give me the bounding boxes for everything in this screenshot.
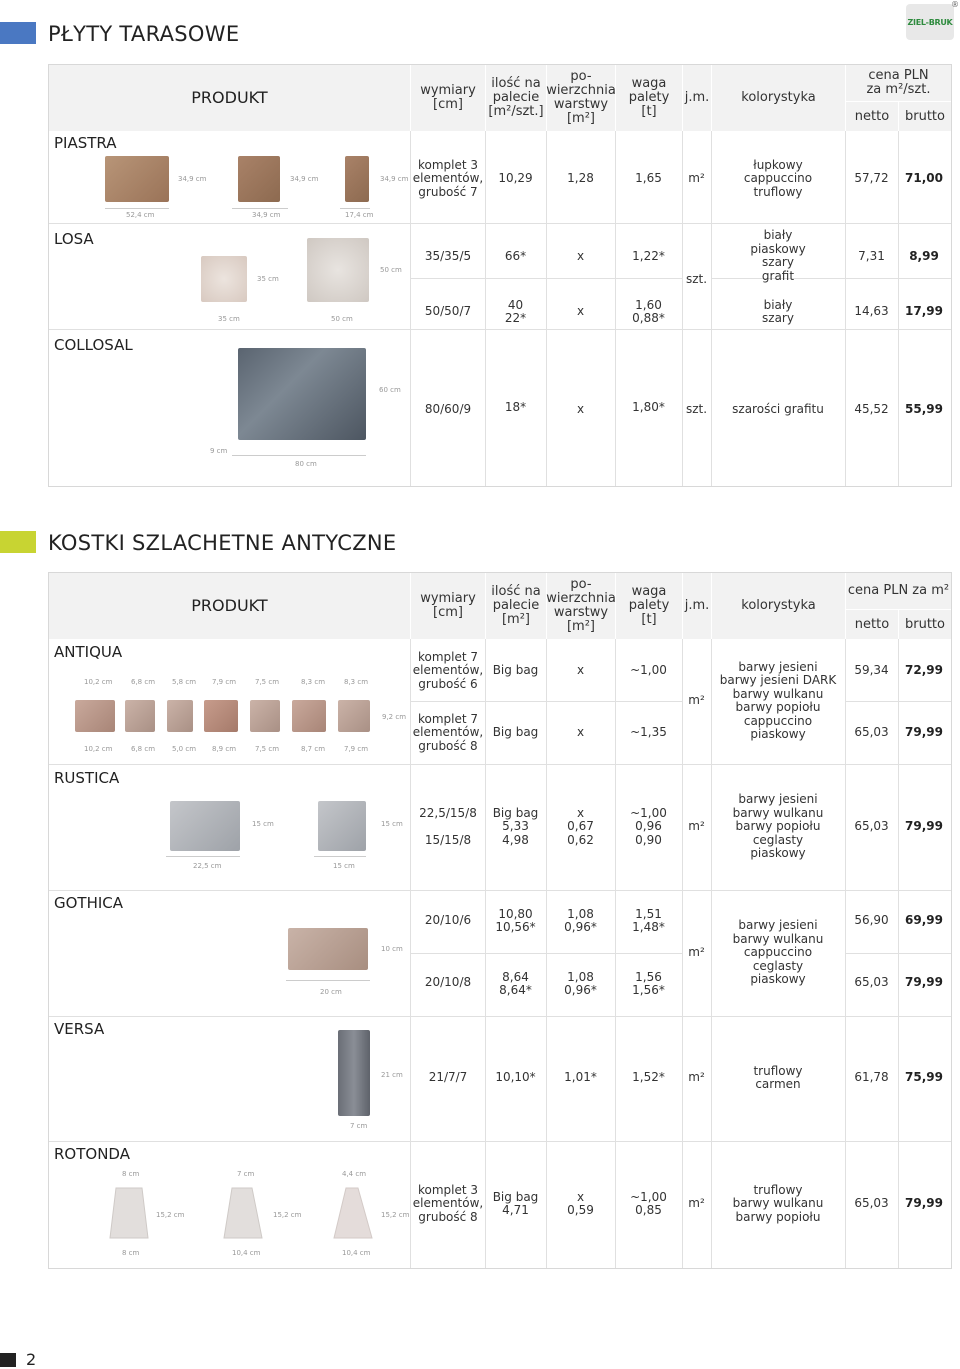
header-produkt: PRODUKT [49,65,410,131]
rustica-kolorystyka: barwy jesieni barwy wulkanu barwy popiołu ceglasty piaskowy [732,792,824,861]
antiqua-brutto: 72,99 [905,663,943,678]
dim-label: 10 cm [381,945,403,953]
losa-waga: 1,22* [632,249,665,264]
antiqua-brutto: 79,99 [905,725,943,740]
row-divider [49,764,951,765]
header-kolorystyka: kolorystyka [712,65,845,131]
header-brutto: brutto [899,102,951,131]
losa-brutto: 8,99 [909,249,939,264]
row-divider [411,278,683,279]
piastra-image [238,156,280,202]
dim-label: 8,7 cm [301,745,326,753]
dim-label: 5,8 cm [172,678,197,686]
rustica-netto: 65,03 [854,819,889,834]
dim-label: 8,9 cm [212,745,237,753]
rustica-brutto: 79,99 [905,819,943,834]
dim-label: 15 cm [252,820,274,828]
losa-powierzchnia: x [576,249,585,264]
dim-label: 20 cm [320,988,342,996]
piastra-waga: 1,65 [635,171,662,186]
header-brutto: brutto [899,610,951,639]
antiqua-ilosc: Big bag [492,725,539,740]
rustica-jm: m² [688,819,705,834]
dim-label: 15,2 cm [381,1211,410,1219]
dim-label: 8 cm [122,1249,140,1257]
header-powierzchnia: po- wierzchnia warstwy [m²] [547,65,615,131]
losa-netto: 7,31 [858,249,885,264]
gothica-netto: 65,03 [854,975,889,990]
dim-label: 17,4 cm [345,211,374,219]
versa-netto: 61,78 [854,1070,889,1085]
dim-label: 21 cm [381,1071,403,1079]
versa-waga: 1,52* [632,1070,665,1085]
antiqua-powierzchnia: x [576,725,585,740]
piastra-kolorystyka: łupkowy cappuccino truflowy [743,157,813,199]
piastra-image [105,156,169,202]
rotonda-powierzchnia: x 0,59 [567,1189,594,1217]
dim-label: 10,2 cm [84,745,113,753]
versa-ilosc: 10,10* [495,1070,536,1085]
antiqua-image [292,700,326,732]
gothica-waga: 1,51 1,48* [632,906,665,934]
row-divider [49,1141,951,1142]
header-waga: waga palety [t] [616,65,682,131]
dim-label: 34,9 cm [178,175,207,183]
collosal-netto: 45,52 [854,402,889,417]
versa-powierzchnia: 1,01* [564,1070,597,1085]
section-accent-bar [0,531,36,553]
rotonda-ilosc: Big bag 4,71 [492,1189,539,1217]
dim-label: 15 cm [333,862,355,870]
antiqua-image [167,700,193,732]
versa-wymiary: 21/7/7 [428,1070,468,1085]
brand-logo [906,4,954,40]
product-name-antiqua: ANTIQUA [54,643,123,661]
antiqua-image [75,700,115,732]
dim-line [166,856,240,857]
losa-image [307,238,369,302]
section-title-tarasowe: PŁYTY TARASOWE [48,22,240,46]
collosal-ilosc: 18* [504,400,527,415]
losa-kolorystyka: biały szary [762,297,794,325]
gothica-brutto: 69,99 [905,913,943,928]
dim-label: 5,0 cm [172,745,197,753]
dim-label: 6,8 cm [131,745,156,753]
losa-ilosc: 66* [504,249,527,264]
dim-label: 7,5 cm [255,678,280,686]
gothica-wymiary: 20/10/8 [424,975,472,990]
product-name-piastra: PIASTRA [54,134,117,152]
rotonda-netto: 65,03 [854,1196,889,1211]
gothica-powierzchnia: 1,08 0,96* [564,906,597,934]
rotonda-image [332,1186,374,1240]
piastra-brutto: 71,00 [905,171,943,186]
dim-label: 9 cm [210,447,228,455]
losa-jm: szt. [685,272,708,287]
antiqua-image [204,700,238,732]
dim-line [232,455,366,456]
header-cena: cena PLN za m²/szt. [846,65,951,101]
page-number: 2 [26,1350,37,1369]
losa-wymiary: 35/35/5 [424,249,472,264]
rustica-waga: ~1,00 0,96 0,90 [630,805,667,847]
dim-label: 50 cm [331,315,353,323]
header-kolorystyka: kolorystyka [712,573,845,639]
antiqua-ilosc: Big bag [492,663,539,678]
gothica-ilosc: 10,80 10,56* [495,906,536,934]
dim-line [232,208,288,209]
header-jm: j.m. [683,573,711,639]
header-wymiary: wymiary [cm] [411,573,485,639]
versa-jm: m² [688,1070,705,1085]
rustica-powierzchnia: x 0,67 0,62 [567,805,594,847]
dim-label: 15,2 cm [156,1211,185,1219]
dim-label: 50 cm [380,266,402,274]
gothica-kolorystyka: barwy jesieni barwy wulkanu cappuccino ceglasty piaskowy [732,918,824,987]
rustica-image [318,801,366,851]
antiqua-waga: ~1,00 [630,663,667,678]
gothica-brutto: 79,99 [905,975,943,990]
dim-label: 7,5 cm [255,745,280,753]
header-ilosc: ilość na palecie [m²] [486,573,546,639]
dim-label: 60 cm [379,386,401,394]
gothica-wymiary: 20/10/6 [424,913,472,928]
gothica-ilosc: 8,64 8,64* [499,969,532,997]
collosal-wymiary: 80/60/9 [424,402,472,417]
collosal-jm: szt. [685,402,708,417]
losa-image [201,256,247,302]
rotonda-image [334,1188,372,1238]
header-netto: netto [846,102,898,131]
section-accent-bar [0,22,36,44]
losa-powierzchnia: x [576,304,585,319]
rotonda-waga: ~1,00 0,85 [630,1189,667,1217]
dim-label: 4,4 cm [342,1170,367,1178]
dim-label: 10,4 cm [342,1249,371,1257]
dim-label: 7 cm [237,1170,255,1178]
dim-label: 7 cm [350,1122,368,1130]
rotonda-kolorystyka: truflowy barwy wulkanu barwy popiołu [732,1182,824,1224]
losa-brutto: 17,99 [905,304,943,319]
header-cena: cena PLN za m² [846,573,951,609]
section-title-kostki: KOSTKI SZLACHETNE ANTYCZNE [48,531,397,555]
dim-label: 80 cm [295,460,317,468]
dim-label: 10,2 cm [84,678,113,686]
brand-logo-text: ZIEL-BRUK [907,17,953,27]
losa-wymiary: 50/50/7 [424,304,472,319]
dim-line [105,208,169,209]
dim-label: 8,3 cm [344,678,369,686]
antiqua-image [338,700,370,732]
rustica-ilosc: Big bag 5,33 4,98 [492,805,539,847]
row-divider [411,953,683,954]
dim-label: 34,9 cm [290,175,319,183]
antiqua-waga: ~1,35 [630,725,667,740]
antiqua-image [250,700,280,732]
rotonda-brutto: 79,99 [905,1196,943,1211]
rustica-wymiary: 22,5/15/8 15/15/8 [419,805,477,847]
dim-label: 35 cm [257,275,279,283]
row-divider [49,890,951,891]
versa-brutto: 75,99 [905,1070,943,1085]
antiqua-netto: 59,34 [854,663,889,678]
header-ilosc: ilość na palecie [m²/szt.] [486,65,546,131]
dim-label: 52,4 cm [126,211,155,219]
gothica-waga: 1,56 1,56* [632,969,665,997]
dim-line [286,980,370,981]
page-number-marker [0,1353,16,1367]
versa-kolorystyka: truflowy carmen [753,1063,803,1091]
rotonda-jm: m² [688,1196,705,1211]
dim-line [340,208,370,209]
dim-label: 34,9 cm [380,175,409,183]
collosal-image [238,348,366,440]
piastra-ilosc: 10,29 [498,171,533,186]
antiqua-wymiary: komplet 7 elementów, grubość 8 [412,711,484,753]
product-name-losa: LOSA [54,230,94,248]
product-name-versa: VERSA [54,1020,105,1038]
dim-label: 6,8 cm [131,678,156,686]
dim-label: 8,3 cm [301,678,326,686]
row-divider [49,223,951,224]
product-name-rustica: RUSTICA [54,769,120,787]
antiqua-jm: m² [688,693,705,708]
versa-image [338,1030,370,1116]
rotonda-image [224,1188,262,1238]
dim-label: 8 cm [122,1170,140,1178]
dim-label: 34,9 cm [252,211,281,219]
header-wymiary: wymiary [cm] [411,65,485,131]
dim-label: 9,2 cm [382,713,407,721]
antiqua-powierzchnia: x [576,663,585,678]
collosal-brutto: 55,99 [905,402,943,417]
losa-netto: 14,63 [854,304,889,319]
row-divider [49,1016,951,1017]
header-powierzchnia: po- wierzchnia warstwy [m²] [547,573,615,639]
rotonda-image [110,1188,148,1238]
piastra-jm: m² [688,171,705,186]
gothica-image [288,928,368,970]
dim-label: 7,9 cm [344,745,369,753]
antiqua-image [125,700,155,732]
product-name-gothica: GOTHICA [54,894,124,912]
losa-waga: 1,60 0,88* [632,297,665,325]
gothica-netto: 56,90 [854,913,889,928]
dim-label: 22,5 cm [193,862,222,870]
rotonda-wymiary: komplet 3 elementów, grubość 8 [412,1182,484,1224]
gothica-jm: m² [688,945,705,960]
product-name-collosal: COLLOSAL [54,336,133,354]
product-name-rotonda: ROTONDA [54,1145,130,1163]
rotonda-image [222,1186,264,1240]
dim-label: 15 cm [381,820,403,828]
collosal-waga: 1,80* [632,400,665,415]
header-netto: netto [846,610,898,639]
piastra-wymiary: komplet 3 elementów, grubość 7 [412,157,484,199]
rustica-image [170,801,240,851]
registered-mark: ® [951,0,959,9]
dim-line [314,856,366,857]
dim-label: 15,2 cm [273,1211,302,1219]
gothica-powierzchnia: 1,08 0,96* [564,969,597,997]
antiqua-kolorystyka: barwy jesieni barwy jesieni DARK barwy wulkanu barwy popiołu cappuccino piaskowy [719,659,837,741]
losa-kolorystyka: biały piaskowy szary grafit [750,228,806,283]
piastra-image [345,156,369,202]
piastra-netto: 57,72 [854,171,889,186]
dim-label: 7,9 cm [212,678,237,686]
losa-ilosc: 40 22* [504,297,527,325]
dim-label: 35 cm [218,315,240,323]
antiqua-netto: 65,03 [854,725,889,740]
header-produkt: PRODUKT [49,573,410,639]
rotonda-image [108,1186,150,1240]
collosal-kolorystyka: szarości grafitu [732,402,824,417]
header-jm: j.m. [683,65,711,131]
header-waga: waga palety [t] [616,573,682,639]
antiqua-wymiary: komplet 7 elementów, grubość 6 [412,649,484,691]
collosal-powierzchnia: x [576,402,585,417]
row-divider [411,701,683,702]
dim-label: 10,4 cm [232,1249,261,1257]
piastra-powierzchnia: 1,28 [567,171,594,186]
